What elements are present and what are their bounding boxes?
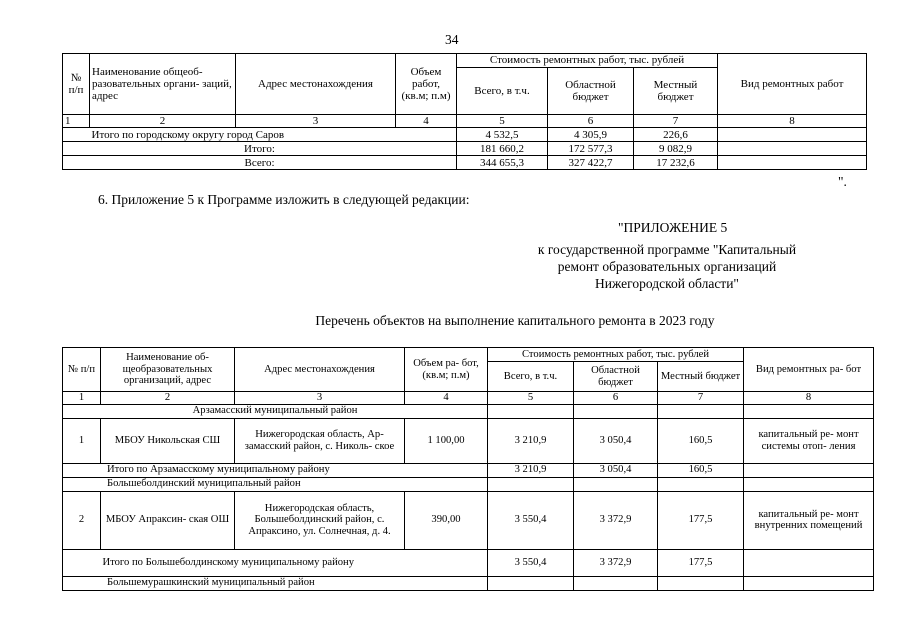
t2-district-1-subtotal-local: 160,5	[658, 463, 744, 477]
t2-item-1-name: МБОУ Никольская СШ	[101, 418, 235, 463]
table-row	[63, 128, 867, 142]
t1-colnum: 5	[457, 115, 548, 128]
paragraph-6: 6. Приложение 5 к Программе изложить в следующей редакции:	[98, 192, 470, 207]
table-row	[63, 576, 874, 590]
t2-district-1-subtotal-label: Итого по Арзамасскому муниципальному району	[63, 463, 488, 477]
t2-district-1-subtotal-regional: 3 050,4	[574, 463, 658, 477]
t1-header-address: Адрес местонахождения	[236, 54, 396, 115]
t2-item-2-local: 177,5	[658, 491, 744, 549]
t1-header-cost-group: Стоимость ремонтных работ, тыс. рублей	[457, 54, 718, 68]
t1-itogo-label: Итого:	[63, 142, 457, 156]
table-row	[63, 404, 874, 418]
t1-header-name: Наименование общеоб- разовательных органи- заций, адрес	[90, 54, 236, 115]
table-row	[63, 156, 867, 170]
t2-colnum: 7	[658, 392, 744, 405]
t2-colnum: 5	[488, 392, 574, 405]
t1-colnum: 7	[634, 115, 718, 128]
t1-header-volume: Объем работ, (кв.м; п.м)	[396, 54, 457, 115]
t2-district-2-subtotal-label: Итого по Большеболдинскому муниципальному району	[101, 549, 488, 576]
t1-header-work-type: Вид ремонтных работ	[718, 54, 867, 115]
t1-colnum: 6	[548, 115, 634, 128]
appendix-line-3: Нижегородской области"	[595, 276, 739, 291]
t2-district-1-subtotal-total: 3 210,9	[488, 463, 574, 477]
t2-header-local: Местный бюджет	[658, 362, 744, 392]
appendix-line-1: к государственной программе "Капитальный	[537, 242, 797, 257]
t2-header-num: № п/п	[63, 348, 101, 392]
t2-header-name: Наименование об- щеобразовательных организаций, адрес	[101, 348, 235, 392]
table-2	[62, 347, 874, 591]
t2-header-volume: Объем ра- бот, (кв.м; п.м)	[405, 348, 488, 392]
table-row	[63, 477, 874, 491]
t2-colnum: 8	[744, 392, 874, 405]
t2-item-2-work-type: капитальный ре- монт внутренних помещений	[744, 491, 874, 549]
t2-header-total: Всего, в т.ч.	[488, 362, 574, 392]
list-title: Перечень объектов на выполнение капитального ремонта в 2023 году	[315, 313, 715, 328]
t2-item-1-volume: 1 100,00	[405, 418, 488, 463]
t1-header-local: Местный бюджет	[634, 68, 718, 115]
t2-item-2-total: 3 550,4	[488, 491, 574, 549]
t1-header-regional: Областной бюджет	[548, 68, 634, 115]
t2-district-2-subtotal-regional: 3 372,9	[574, 549, 658, 576]
t2-item-1-local: 160,5	[658, 418, 744, 463]
t1-vsego-label: Всего:	[63, 156, 457, 170]
page-number: 34	[445, 32, 459, 47]
table-row	[63, 491, 874, 549]
table-row	[63, 142, 867, 156]
t2-item-1-work-type: капитальный ре- монт системы отоп- ления	[744, 418, 874, 463]
t1-colnum: 4	[396, 115, 457, 128]
t2-colnum: 4	[405, 392, 488, 405]
appendix-title: "ПРИЛОЖЕНИЕ 5	[618, 220, 728, 235]
t2-colnum: 1	[63, 392, 101, 405]
t2-district-2-title: Большеболдинский муниципальный район	[63, 477, 488, 491]
t2-colnum: 3	[235, 392, 405, 405]
t1-vsego-total: 344 655,3	[457, 156, 548, 170]
t2-item-1-total: 3 210,9	[488, 418, 574, 463]
t1-itogo-local: 9 082,9	[634, 142, 718, 156]
table-row	[63, 549, 874, 576]
t1-itogo-regional: 172 577,3	[548, 142, 634, 156]
t1-sarov-local: 226,6	[634, 128, 718, 142]
t2-district-1-title: Арзамасский муниципальный район	[63, 404, 488, 418]
table-row	[63, 418, 874, 463]
t1-colnum: 2	[90, 115, 236, 128]
t2-item-2-num: 2	[63, 491, 101, 549]
t1-sarov-label: Итого по городскому округу город Саров	[90, 128, 457, 142]
t1-header-total: Всего, в т.ч.	[457, 68, 548, 115]
t1-sarov-regional: 4 305,9	[548, 128, 634, 142]
t1-header-num: № п/п	[63, 54, 90, 115]
t1-vsego-local: 17 232,6	[634, 156, 718, 170]
t2-item-1-regional: 3 050,4	[574, 418, 658, 463]
t1-colnum: 1	[63, 115, 90, 128]
t2-colnum: 2	[101, 392, 235, 405]
t2-item-2-name: МБОУ Апраксин- ская ОШ	[101, 491, 235, 549]
table-1	[62, 53, 867, 170]
t2-header-address: Адрес местонахождения	[235, 348, 405, 392]
t2-header-work-type: Вид ремонтных ра- бот	[744, 348, 874, 392]
t2-district-2-subtotal-local: 177,5	[658, 549, 744, 576]
table-row	[63, 463, 874, 477]
closing-quote-mark: ".	[838, 174, 847, 189]
t1-itogo-total: 181 660,2	[457, 142, 548, 156]
t2-district-3-title: Большемурашкинский муниципальный район	[63, 576, 488, 590]
t2-item-2-volume: 390,00	[405, 491, 488, 549]
t2-header-cost-group: Стоимость ремонтных работ, тыс. рублей	[488, 348, 744, 362]
t2-item-2-address: Нижегородская область, Большеболдинский район, с. Апраксино, ул. Солнечная, д. 4.	[235, 491, 405, 549]
t1-sarov-total: 4 532,5	[457, 128, 548, 142]
t2-item-1-num: 1	[63, 418, 101, 463]
t1-colnum: 3	[236, 115, 396, 128]
t2-colnum: 6	[574, 392, 658, 405]
t2-item-2-regional: 3 372,9	[574, 491, 658, 549]
appendix-line-2: ремонт образовательных организаций	[557, 259, 777, 274]
t2-item-1-address: Нижегородская область, Ар- замасский район, с. Николь- ское	[235, 418, 405, 463]
t2-header-regional: Областной бюджет	[574, 362, 658, 392]
t2-district-2-subtotal-total: 3 550,4	[488, 549, 574, 576]
t1-vsego-regional: 327 422,7	[548, 156, 634, 170]
t1-colnum: 8	[718, 115, 867, 128]
